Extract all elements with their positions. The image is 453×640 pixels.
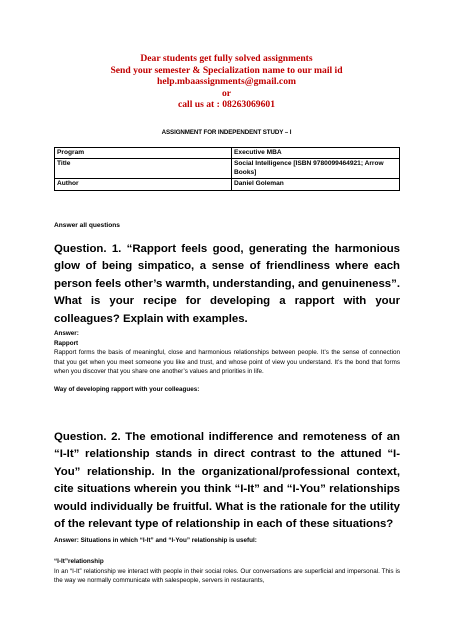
author-value: Daniel Goleman: [232, 179, 400, 190]
promo-line-1: Dear students get fully solved assignments: [140, 53, 313, 64]
answer-2-label: Answer: Situations in which “I-It” and “I-You” relationship is useful:: [54, 537, 257, 544]
program-label: Program: [55, 148, 232, 159]
author-label: Author: [55, 179, 232, 190]
promo-line-2: Send your semester & Specialization name to our mail id: [110, 64, 343, 76]
answer-1-label: Answer:: [54, 330, 79, 337]
promo-email: help.mbaassignments@gmail.com: [157, 76, 296, 88]
promo-phone: call us at : 08263069601: [177, 99, 275, 111]
answer-1-text: Rapport forms the basis of meaningful, close and harmonious relationships between people. It’s the sense of connection that you get when you meet someone you like and trust, and whose point of view you understand. It’s the bond that forms when you discover that you share one another’s values and priorities in life.: [54, 349, 400, 375]
table-row: [55, 148, 400, 159]
title-value: Social Intelligence [ISBN 9780099464921; Arrow Books]: [232, 159, 400, 179]
answer-1-heading: Rapport: [54, 339, 79, 347]
assignment-title: ASSIGNMENT FOR INDEPENDENT STUDY – I: [161, 129, 292, 136]
table-row: [55, 179, 400, 190]
info-table: [54, 147, 400, 191]
answer-1-way: Way of developing rapport with your colleagues:: [54, 386, 200, 393]
promo-or: or: [221, 87, 232, 99]
title-label: Title: [55, 159, 232, 179]
table-row: [55, 159, 400, 179]
promo-header: [60, 53, 393, 111]
question-2: Question. 2. The emotional indifference and remoteness of an “I-It” relationship stands in direct contrast to the attuned “I-You” relationship. In the organizational/professional context, cite situations wherein you think “I-It” and “I-You” relationships would individually be fruitful. What is the rationale for the utility of the relevant type of relationship in each of these situations?: [54, 431, 400, 531]
program-value: Executive MBA: [232, 148, 400, 159]
answer-all-instruction: Answer all questions: [54, 222, 120, 229]
question-1: Question. 1. “Rapport feels good, generating the harmonious glow of being simpatico, a sense of friendliness where each person feels other’s warmth, understanding, and genuineness”. What is your recipe for developing a rapport with your colleagues? Explain with examples.: [54, 243, 400, 325]
answer-2-text: In an “I-It” relationship we interact with people in their social roles. Our conversations are superficial and impersonal. This is the way we normally communicate with salespeople, servers in restaurants,: [54, 567, 400, 584]
answer-2-heading: “I-It”relationship: [54, 558, 104, 565]
